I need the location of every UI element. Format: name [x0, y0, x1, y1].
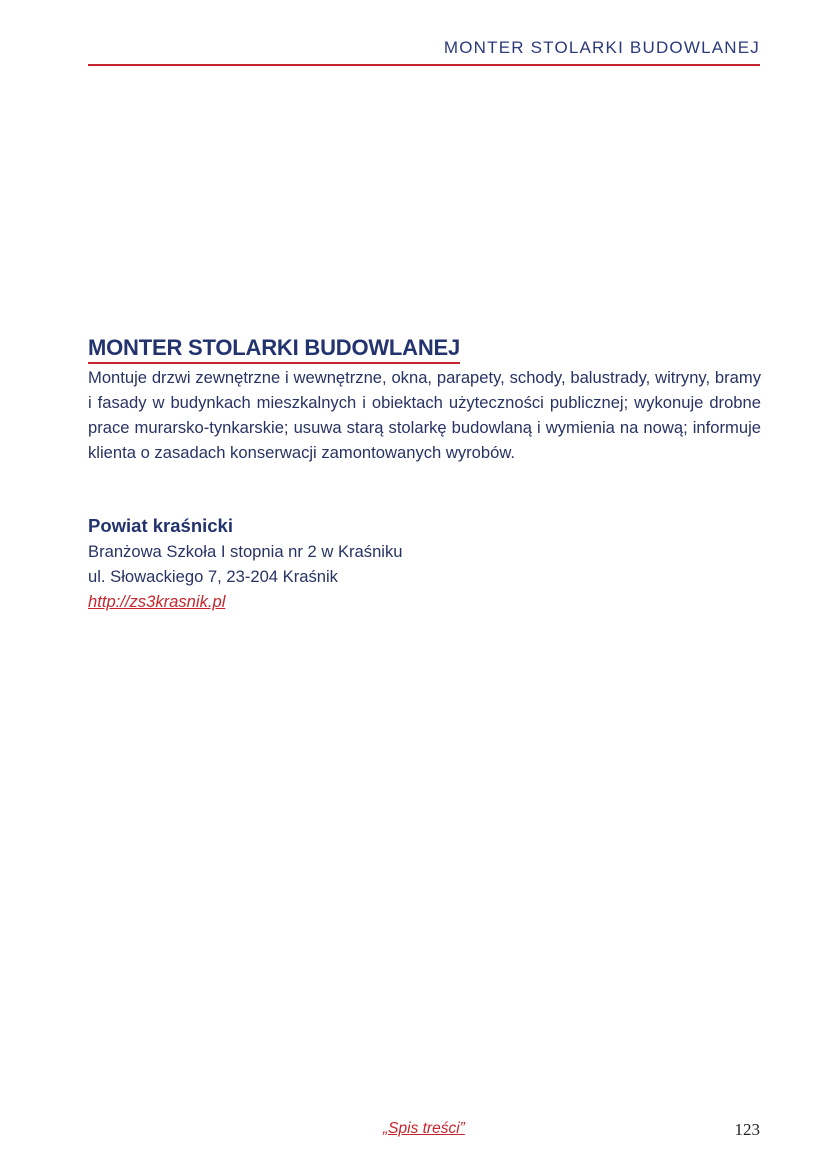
school-name: Branżowa Szkoła I stopnia nr 2 w Kraśniku — [88, 542, 403, 561]
running-header-title: MONTER STOLARKI BUDOWLANEJ — [443, 38, 760, 57]
occupation-section — [88, 334, 761, 465]
school-address: ul. Słowackiego 7, 23-204 Kraśnik — [88, 567, 338, 586]
school-website-link[interactable]: http://zs3krasnik.pl — [88, 592, 226, 611]
district-heading: Powiat kraśnicki — [88, 515, 233, 536]
section-title: MONTER STOLARKI BUDOWLANEJ — [88, 334, 460, 364]
header-divider — [88, 64, 760, 66]
page-number: 123 — [734, 1120, 760, 1139]
school-info — [88, 512, 761, 614]
table-of-contents-link[interactable]: „Spis treści” — [383, 1120, 465, 1137]
occupation-description: Montuje drzwi zewnętrzne i wewnętrzne, okna, parapety, schody, balustrady, witryny, bramy i fasady w budynkach mieszkalnych i obiektach użyteczności publicznej; wykonuje drobne prace murarsko-tynkarskie; usuwa starą stolarkę budowlaną i wymienia na nową; informuje klienta o zasadach konserwacji zamontowanych wyrobów. — [88, 368, 761, 462]
